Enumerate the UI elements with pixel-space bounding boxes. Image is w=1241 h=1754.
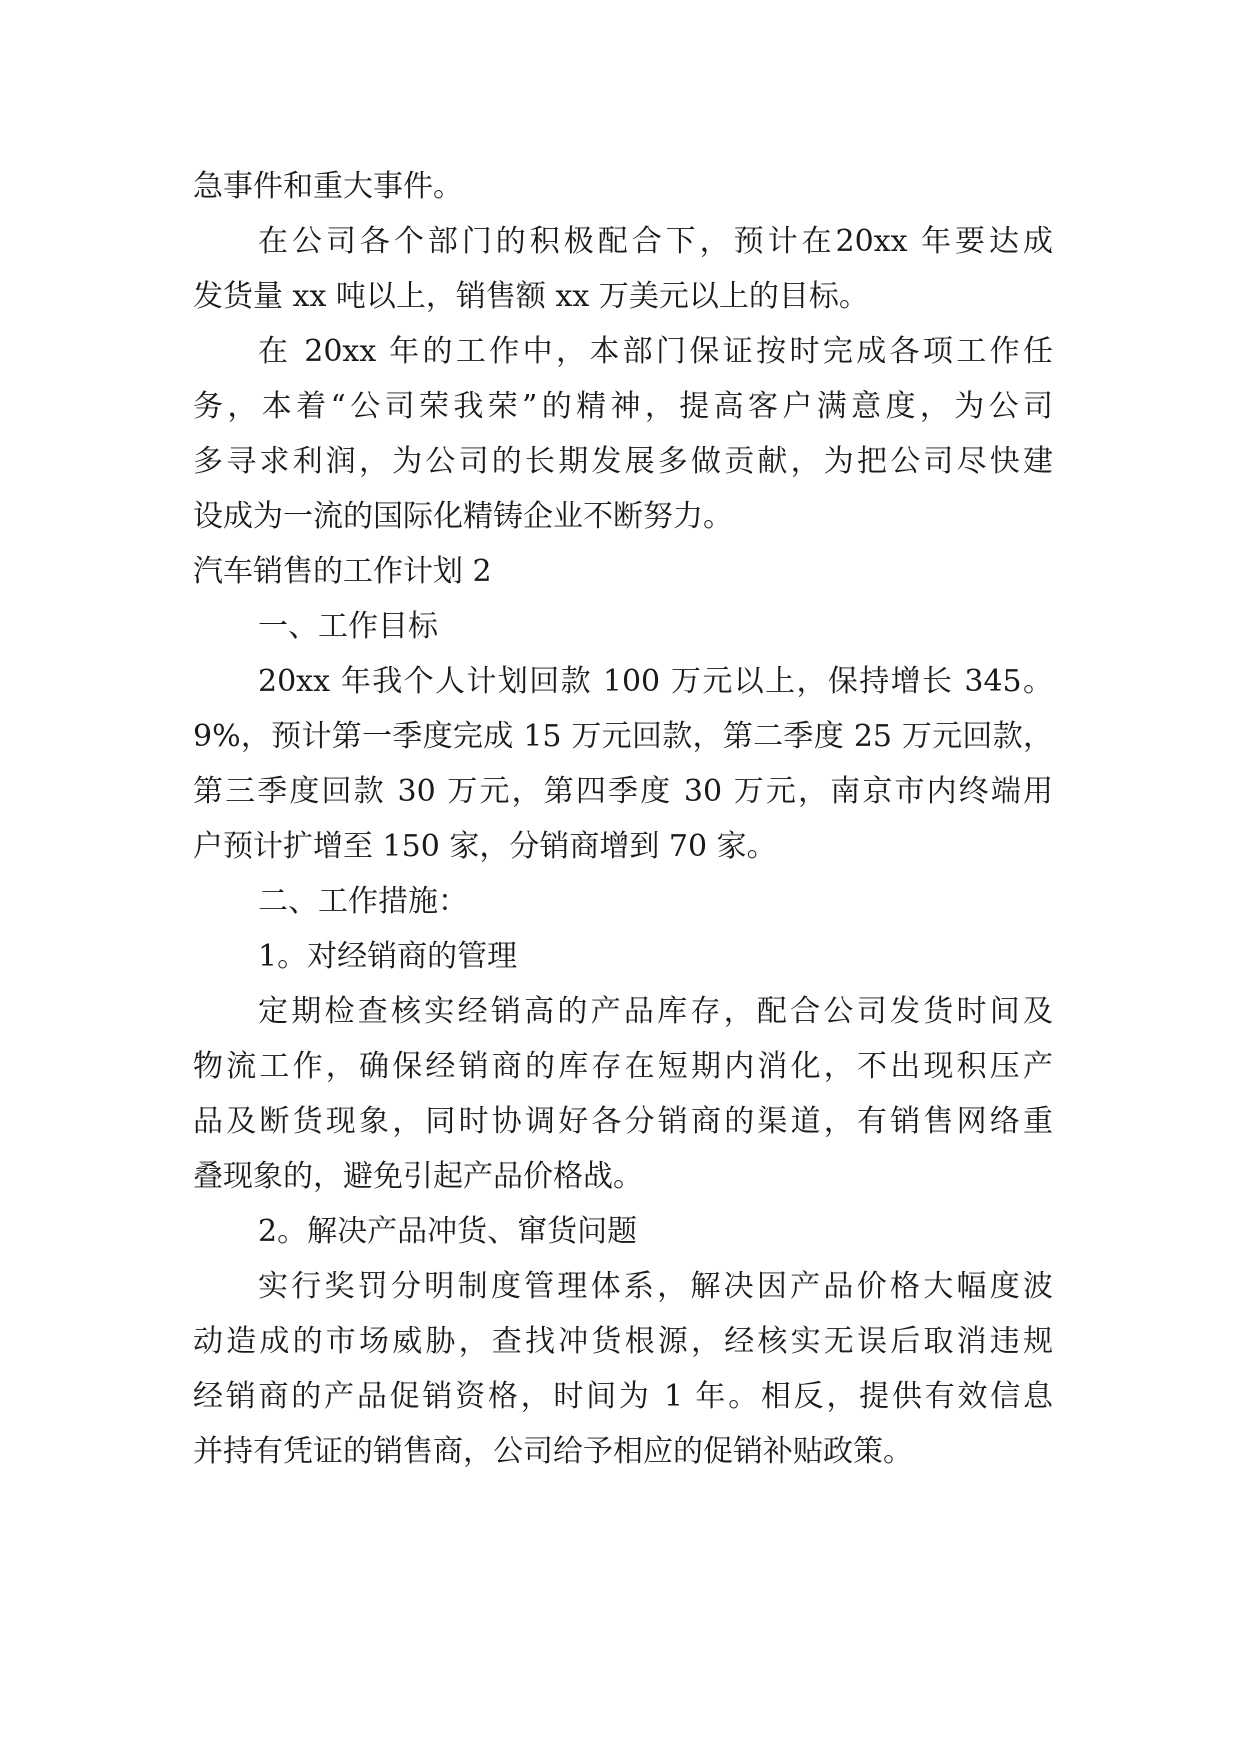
text-line: 叠现象的，避免引起产品价格战。: [193, 1159, 643, 1194]
section-heading: 汽车销售的工作计划 2: [193, 554, 492, 589]
text-line: 动造成的市场威胁，查找冲货根源，经核实无误后取消违规: [193, 1324, 1053, 1359]
text-line: 在 20xx 年的工作中，本部门保证按时完成各项工作任: [258, 334, 1053, 369]
text-line: 发货量 xx 吨以上，销售额 xx 万美元以上的目标。: [193, 279, 869, 314]
text-line: 定期检查核实经销高的产品库存，配合公司发货时间及: [258, 994, 1053, 1029]
text-line: 户预计扩增至 150 家，分销商增到 70 家。: [193, 829, 777, 864]
subheading: 二、工作措施：: [258, 884, 468, 919]
text-line: 多寻求利润，为公司的长期发展多做贡献，为把公司尽快建: [193, 444, 1053, 479]
text-line: 并持有凭证的销售商，公司给予相应的促销补贴政策。: [193, 1434, 913, 1469]
text-line: 品及断货现象，同时协调好各分销商的渠道，有销售网络重: [193, 1104, 1053, 1139]
text-line: 第三季度回款 30 万元，第四季度 30 万元，南京市内终端用: [193, 774, 1053, 809]
text-line: 实行奖罚分明制度管理体系，解决因产品价格大幅度波: [258, 1269, 1053, 1304]
text-line: 9%，预计第一季度完成 15 万元回款，第二季度 25 万元回款，: [193, 719, 1053, 754]
text-line: 在公司各个部门的积极配合下，预计在20xx 年要达成: [258, 224, 1053, 259]
text-line: 务，本着“公司荣我荣”的精神，提高客户满意度，为公司: [193, 389, 1053, 424]
text-line: 20xx 年我个人计划回款 100 万元以上，保持增长 345。: [258, 664, 1053, 699]
subheading: 一、工作目标: [258, 609, 438, 644]
text-line: 物流工作，确保经销商的库存在短期内消化，不出现积压产: [193, 1049, 1053, 1084]
text-line: 急事件和重大事件。: [193, 169, 463, 204]
text-line: 设成为一流的国际化精铸企业不断努力。: [193, 499, 733, 534]
text-line: 经销商的产品促销资格，时间为 1 年。相反，提供有效信息: [193, 1379, 1053, 1414]
subheading: 1。对经销商的管理: [258, 939, 518, 974]
subheading: 2。解决产品冲货、窜货问题: [258, 1214, 638, 1249]
